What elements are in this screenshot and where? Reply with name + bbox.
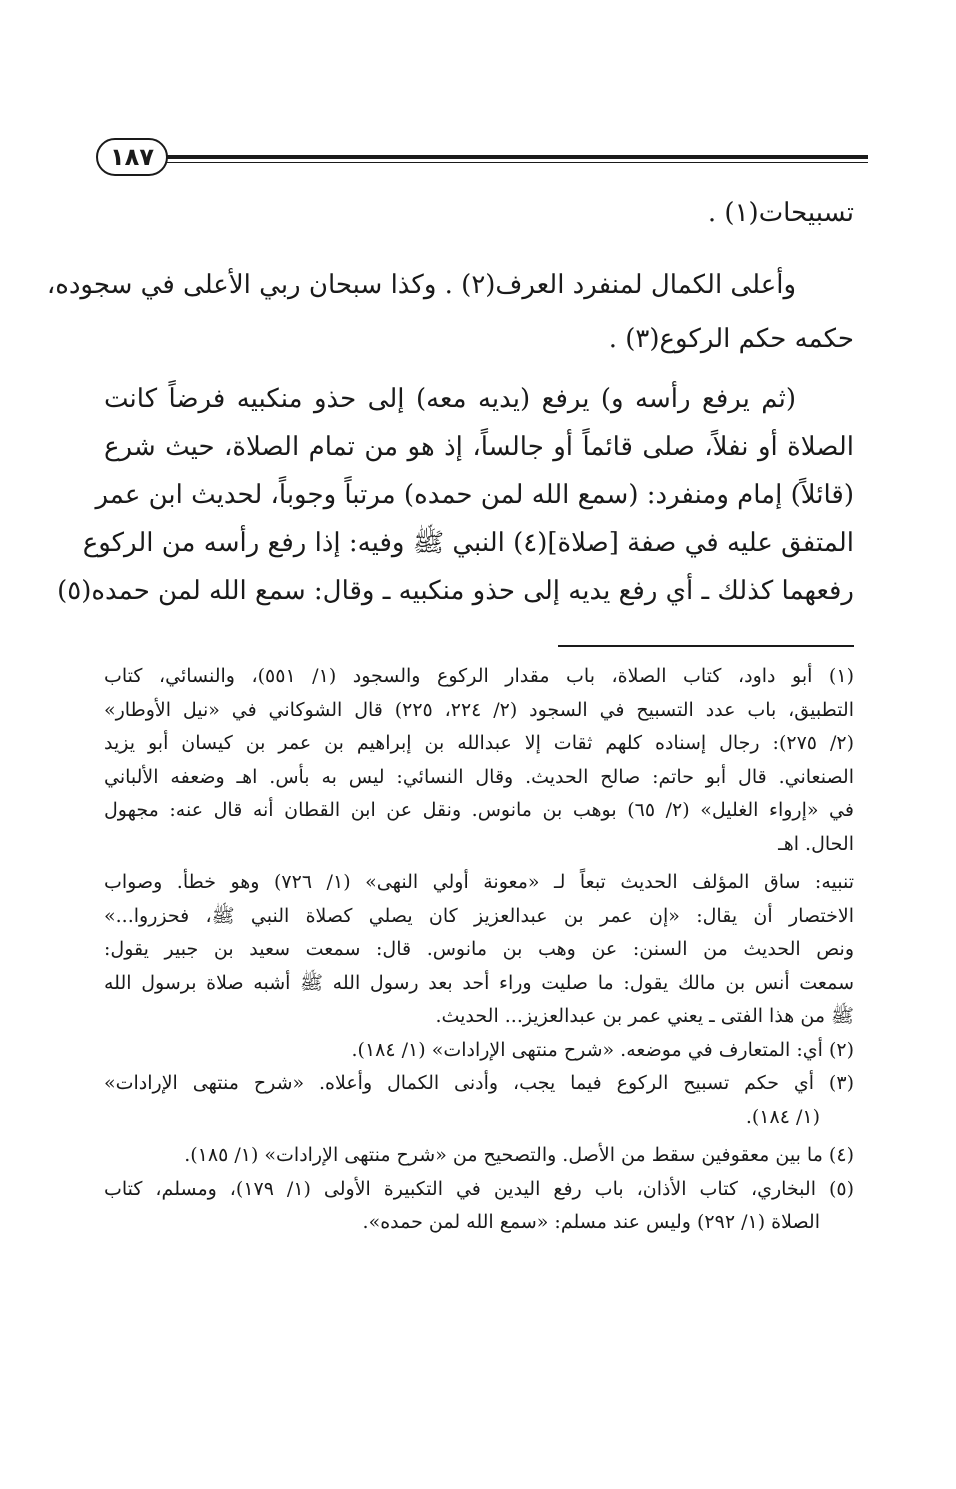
footnote-line: (٢) أي: المتعارف في موضعه. «شرح منتهى الإرادات» (١/ ١٨٤). (351, 1038, 854, 1061)
main-line: تسبيحات(١) . (707, 198, 854, 228)
main-paragraph-1 (104, 190, 854, 236)
main-line: الصلاة أو نفلاً، صلى قائماً أو جالساً، إذ هو من تمام الصلاة، حيث شرع (104, 432, 855, 462)
footnote-line: (٣) أي حكم تسبيح الركوع فيما يجب، وأدنى الكمال وأعلاه. «شرح منتهى الإرادات» (104, 1072, 854, 1094)
header-rule-thin (160, 162, 868, 163)
footnote-1 (104, 660, 854, 861)
main-paragraph-3 (57, 375, 855, 615)
main-line: المتفق عليه في صفة [صلاة](٤) النبي ﷺ وفيه: إذا رفع رأسه من الركوع (82, 528, 854, 558)
main-line: وأعلى الكمال لمنفرد العرف(٢) . وكذا سبحان ربي الأعلى في سجوده، (46, 270, 796, 300)
footnote-line: (١) أبو داود، كتاب الصلاة، باب مقدار الركوع والسجود (١/ ٥٥١)، والنسائي، كتاب (104, 665, 854, 687)
footnote-line: ﷺ من هذا الفتى ـ يعني عمر بن عبدالعزيز... الحديث. (435, 1005, 854, 1027)
footnote-line: سمعت أنس بن مالك يقول: ما صليت وراء أحد بعد رسول الله ﷺ أشبه صلاة برسول الله (104, 971, 854, 994)
footnote-note (104, 866, 854, 1034)
main-line: (قائلاً) إمام ومنفرد: (سمع الله لمن حمده) مرتباً وجوباً، لحديث ابن عمر (95, 480, 854, 510)
footnote-line: الصنعاني. قال أبو حاتم: صالح الحديث. وقال النسائي: ليس به بأس. اهـ وضعفه الألباني (104, 765, 854, 788)
page-header (96, 138, 868, 180)
header-rule-thick (160, 155, 868, 159)
main-line: رفعهما كذلك ـ أي رفع يديه إلى حذو منكبيه ـ وقال: سمع الله لمن حمده(٥) (57, 576, 854, 606)
footnote-line: (١/ ١٨٤). (745, 1105, 820, 1128)
footnote-line: الحال. اهـ (778, 832, 854, 855)
footnote-line: (٢/ ٢٧٥): رجال إسناده كلهم ثقات إلا عبدالله بن إبراهيم بن عمر بن كيسان أبو يزيد (104, 732, 854, 754)
footnote-4 (104, 1139, 854, 1173)
footnote-line: ونص الحديث من السنن: عن وهب بن مانوس. قال: سمعت سعيد بن جبير يقول: (104, 938, 854, 960)
footnote-separator (558, 645, 854, 647)
footnotes (104, 660, 854, 1240)
footnote-line: الاختصار أن يقال: «إن عمر بن عبدالعزيز كان يصلي كصلاة النبي ﷺ، فحزروا...» (104, 904, 854, 927)
main-line: (ثم يرفع رأسه و) يرفع (يديه معه) إلى حذو منكبيه فرضاً كانت (104, 384, 796, 414)
main-line: حكمه حكم الركوع(٣) . (608, 324, 854, 354)
footnote-2 (104, 1034, 854, 1068)
page-number: ١٨٧ (96, 138, 168, 176)
footnote-line: (٥) البخاري، كتاب الأذان، باب رفع اليدين في التكبيرة الأولى (١/ ١٧٩)، ومسلم، كتاب (104, 1177, 854, 1200)
footnote-line: في «إرواء الغليل» (٢/ ٦٥) بوهب بن مانوس. ونقل عن ابن القطان أنه قال عنه: مجهول (104, 799, 854, 821)
footnote-line: (٤) ما بين معقوفين سقط من الأصل. والتصحيح من «شرح منتهى الإرادات» (١/ ١٨٥). (184, 1144, 854, 1166)
footnote-line: التطبيق، باب عدد التسبيح في السجود (٢/ ٢٢٤، ٢٢٥) قال الشوكاني في «نيل الأوطار» (104, 698, 854, 721)
footnote-line: تنبيه: ساق المؤلف الحديث تبعاً لـ «معونة أولي النهى» (١/ ٧٢٦) وهو خطأ. وصواب (104, 871, 854, 893)
footnote-line: الصلاة (١/ ٢٩٢) وليس عند مسلم: «سمع الله لمن حمده». (362, 1211, 820, 1233)
main-paragraph-2 (46, 258, 854, 366)
footnote-3 (104, 1067, 854, 1134)
footnote-5 (104, 1173, 854, 1240)
